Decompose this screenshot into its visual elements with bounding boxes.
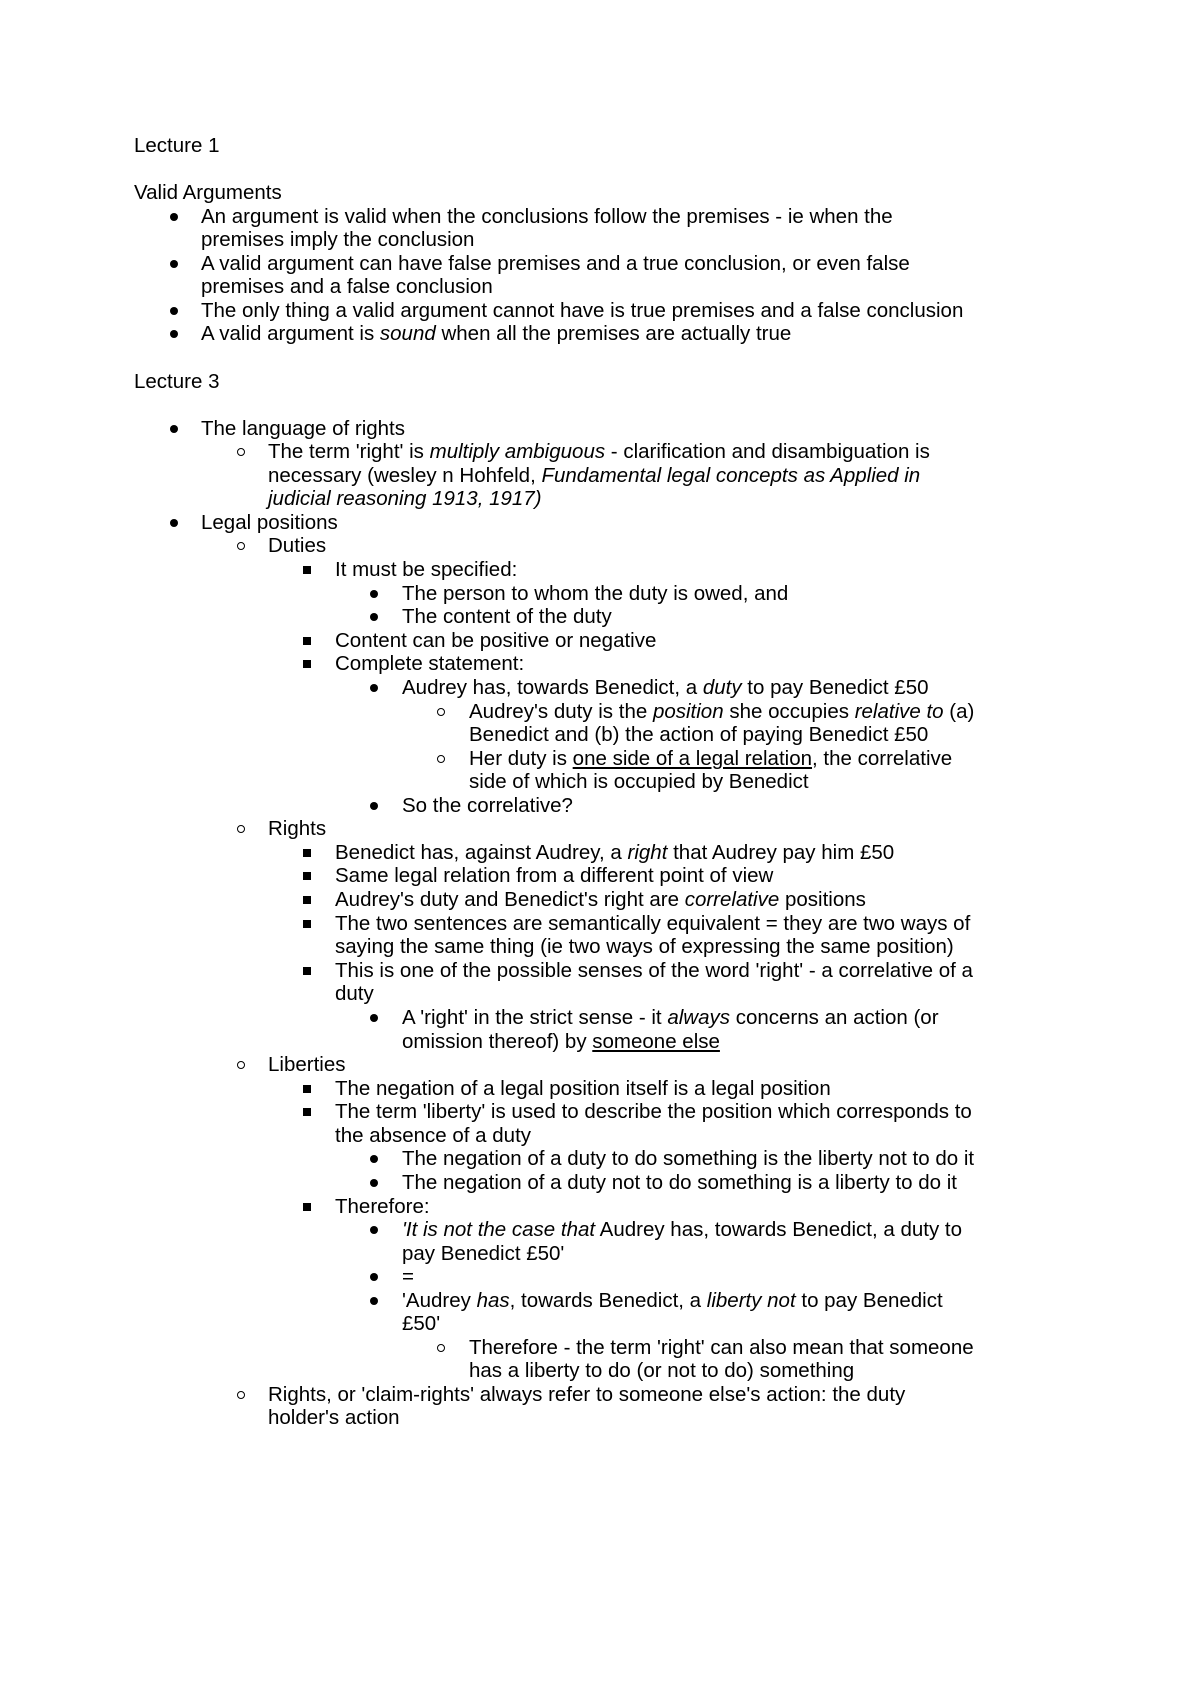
not-the-case-line-2: pay Benedict £50' [402,1242,565,1265]
rights-label: Rights [268,817,327,840]
strict-sense-line-1: A 'right' in the strict sense - it always concerns an action (or [402,1006,939,1029]
bullet-square [303,1085,311,1093]
legal-relation-line-2: side of which is occupied by Benedict [469,770,809,793]
right-also-means-line-2: has a liberty to do (or not to do) something [469,1359,855,1382]
liberties-label: Liberties [268,1053,346,1076]
semantically-equivalent-line-2: saying the same thing (ie two ways of expressing the same position) [335,935,954,958]
bullet-dot [170,260,178,268]
bullet-circle [237,1391,245,1399]
bullet-circle [237,825,245,833]
bullet-dot [370,1155,378,1163]
term-liberty-line-1: The term 'liberty' is used to describe the position which corresponds to [335,1100,972,1123]
bullet-circle [437,1344,445,1352]
valid-arg-bullet-2-cont: premises and a false conclusion [201,275,493,298]
liberty-not-line-1: 'Audrey has, towards Benedict, a liberty not to pay Benedict [402,1289,943,1312]
correlative-positions: Audrey's duty and Benedict's right are correlative positions [335,888,866,911]
bullet-square [303,660,311,668]
bullet-dot [170,307,178,315]
therefore-label: Therefore: [335,1195,430,1218]
must-be-specified: It must be specified: [335,558,518,581]
valid-arg-bullet-4: A valid argument is sound when all the premises are actually true [201,322,792,345]
duty-position-line-1: Audrey's duty is the position she occupies relative to (a) [469,700,975,723]
right-also-means-line-1: Therefore - the term 'right' can also mean that someone [469,1336,974,1359]
lecture-3-title: Lecture 3 [134,370,220,393]
strict-sense-line-2: omission thereof) by someone else [402,1030,720,1053]
negation-liberty-to: The negation of a duty not to do something is a liberty to do it [402,1171,957,1194]
ambiguous-line-2: necessary (wesley n Hohfeld, Fundamental legal concepts as Applied in [268,464,921,487]
bullet-circle [237,448,245,456]
bullet-dot [370,802,378,810]
bullet-dot [370,1179,378,1187]
term-liberty-line-2: the absence of a duty [335,1124,532,1147]
language-of-rights: The language of rights [201,417,405,440]
bullet-square [303,872,311,880]
bullet-dot [170,425,178,433]
bullet-square [303,1108,311,1116]
valid-arg-bullet-1: An argument is valid when the conclusions follow the premises - ie when the [201,205,893,228]
bullet-circle [437,708,445,716]
negation-legal-position: The negation of a legal position itself is a legal position [335,1077,831,1100]
bullet-square [303,920,311,928]
duties-label: Duties [268,534,327,557]
bullet-square [303,566,311,574]
legal-positions: Legal positions [201,511,338,534]
valid-arguments-heading: Valid Arguments [134,181,282,204]
legal-relation-line-1: Her duty is one side of a legal relation, the correlative [469,747,953,770]
not-the-case-line-1: 'It is not the case that Audrey has, towards Benedict, a duty to [402,1218,963,1241]
bullet-dot [170,213,178,221]
bullet-square [303,637,311,645]
valid-arg-bullet-1-cont: premises imply the conclusion [201,228,475,251]
negation-liberty-not: The negation of a duty to do something is the liberty not to do it [402,1147,975,1170]
possible-senses-line-1: This is one of the possible senses of the word 'right' - a correlative of a [335,959,973,982]
bullet-square [303,849,311,857]
content-of-duty: The content of the duty [402,605,612,628]
bullet-circle [237,1061,245,1069]
bullet-dot [370,1014,378,1022]
positive-negative: Content can be positive or negative [335,629,657,652]
liberty-not-line-2: £50' [402,1312,441,1335]
claim-rights-line-1: Rights, or 'claim-rights' always refer to someone else's action: the duty [268,1383,906,1406]
bullet-dot [370,1226,378,1234]
bullet-circle [237,542,245,550]
bullet-dot [170,519,178,527]
duty-position-line-2: Benedict and (b) the action of paying Benedict £50 [469,723,929,746]
valid-arg-bullet-3: The only thing a valid argument cannot have is true premises and a false conclusion [201,299,964,322]
same-relation: Same legal relation from a different point of view [335,864,774,887]
bullet-square [303,896,311,904]
complete-statement: Complete statement: [335,652,525,675]
bullet-dot [370,590,378,598]
bullet-dot [370,684,378,692]
bullet-square [303,1203,311,1211]
bullet-square [303,967,311,975]
audrey-duty: Audrey has, towards Benedict, a duty to pay Benedict £50 [402,676,929,699]
so-the-correlative: So the correlative? [402,794,573,817]
bullet-dot [370,1273,378,1281]
valid-arg-bullet-2: A valid argument can have false premises and a true conclusion, or even false [201,252,910,275]
bullet-circle [437,755,445,763]
equals-sign: = [402,1265,414,1288]
bullet-dot [370,1297,378,1305]
person-owed: The person to whom the duty is owed, and [402,582,789,605]
ambiguous-line-1: The term 'right' is multiply ambiguous - clarification and disambiguation is [268,440,930,463]
bullet-dot [370,613,378,621]
possible-senses-line-2: duty [335,982,374,1005]
benedict-right: Benedict has, against Audrey, a right that Audrey pay him £50 [335,841,895,864]
lecture-1-title: Lecture 1 [134,134,220,157]
ambiguous-line-3: judicial reasoning 1913, 1917) [268,487,542,510]
bullet-dot [170,330,178,338]
claim-rights-line-2: holder's action [268,1406,400,1429]
semantically-equivalent-line-1: The two sentences are semantically equivalent = they are two ways of [335,912,971,935]
